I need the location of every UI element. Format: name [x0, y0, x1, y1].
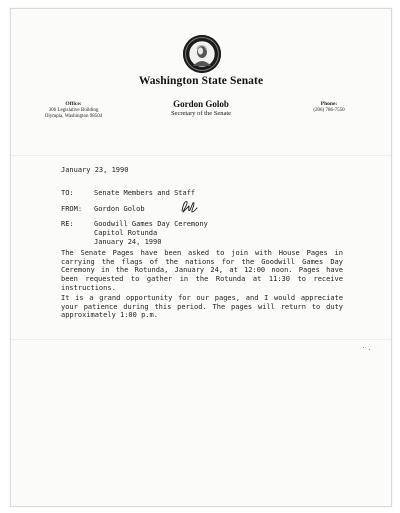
office-address-line: Olympia, Washington 98504: [44, 114, 103, 119]
memo-to-label: TO:: [61, 189, 74, 197]
memo-re-line: January 24, 1990: [94, 238, 162, 246]
phone-number: (206) 786-7550: [313, 107, 345, 113]
memo-date: January 23, 1990: [61, 166, 129, 174]
paper-fold-line: [11, 155, 391, 156]
memo-re-value: [94, 220, 208, 247]
handwritten-initials-signature: [179, 197, 199, 217]
body-paragraph: The Senate Pages have been asked to join with House Pages in carrying the flags of the nations for the Goodwill Games Day Ceremony in the Rotunda, January 24, at 12:00 noon. Pages have been requested to gather in the Rotunda at 11:30 to receive instructions.: [61, 249, 343, 292]
paper-speck: [369, 349, 370, 350]
letter-page: [10, 8, 392, 507]
phone-block: [299, 101, 359, 114]
memo-from-value: Gordon Golob: [94, 205, 145, 213]
senate-title: Washington State Senate: [138, 75, 264, 87]
secretary-block: [141, 99, 261, 118]
office-address-line: 306 Legislative Building: [48, 107, 99, 113]
paper-speck: [363, 347, 364, 348]
phone-label: Phone:: [320, 101, 338, 107]
memo-to-value: Senate Members and Staff: [94, 189, 196, 197]
memo-from-label: FROM:: [61, 205, 83, 213]
secretary-name: Gordon Golob: [173, 99, 229, 109]
office-label: Office:: [65, 101, 82, 107]
memo-re-label: RE:: [61, 220, 74, 228]
office-address: [31, 101, 116, 121]
secretary-title: Secretary of the Senate: [170, 110, 232, 117]
memo-re-line: Goodwill Games Day Ceremony: [94, 220, 208, 228]
body-paragraph: It is a grand opportunity for our pages, and I would appreciate your patience during this period. The pages will return to duty approximately 1:00 p.m.: [61, 294, 343, 320]
memo-re-line: Capitol Rotunda: [94, 229, 158, 237]
paper-fold-line: [11, 339, 391, 340]
state-seal-icon: [183, 35, 221, 73]
